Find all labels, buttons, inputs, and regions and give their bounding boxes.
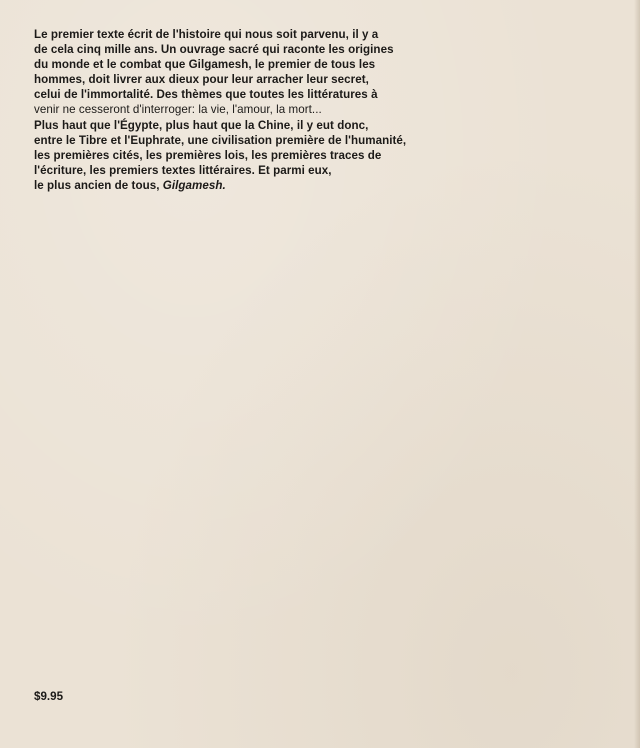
cover-edge-shadow <box>634 0 640 748</box>
blurb-last-line-prefix: le plus ancien de tous, <box>34 178 163 192</box>
blurb-line: les premières cités, les premières lois, les premières traces de <box>34 148 382 162</box>
blurb-line: du monde et le combat que Gilgamesh, le premier de tous les <box>34 58 376 72</box>
blurb-line: Le premier texte écrit de l'histoire qui nous soit parvenu, il y a <box>34 28 379 41</box>
blurb-line: de cela cinq mille ans. Un ouvrage sacré qui raconte les origines <box>34 43 394 57</box>
price-label: $9.95 <box>34 690 64 703</box>
blurb-line: Plus haut que l'Égypte, plus haut que la Chine, il y eut donc, <box>34 118 369 132</box>
blurb-line: hommes, doit livrer aux dieux pour leur arracher leur secret, <box>34 73 369 87</box>
blurb-last-line <box>34 178 474 193</box>
book-title: Gilgamesh. <box>162 178 226 192</box>
blurb-line: celui de l'immortalité. Des thèmes que toutes les littératures à <box>34 88 378 102</box>
blurb-text <box>34 27 474 193</box>
blurb-line: l'écriture, les premiers textes littéraires. Et parmi eux, <box>34 163 332 177</box>
blurb-line: entre le Tibre et l'Euphrate, une civilisation première de l'humanité, <box>34 133 407 147</box>
blurb-line: venir ne cesseront d'interroger: la vie, l'amour, la mort... <box>34 103 322 117</box>
